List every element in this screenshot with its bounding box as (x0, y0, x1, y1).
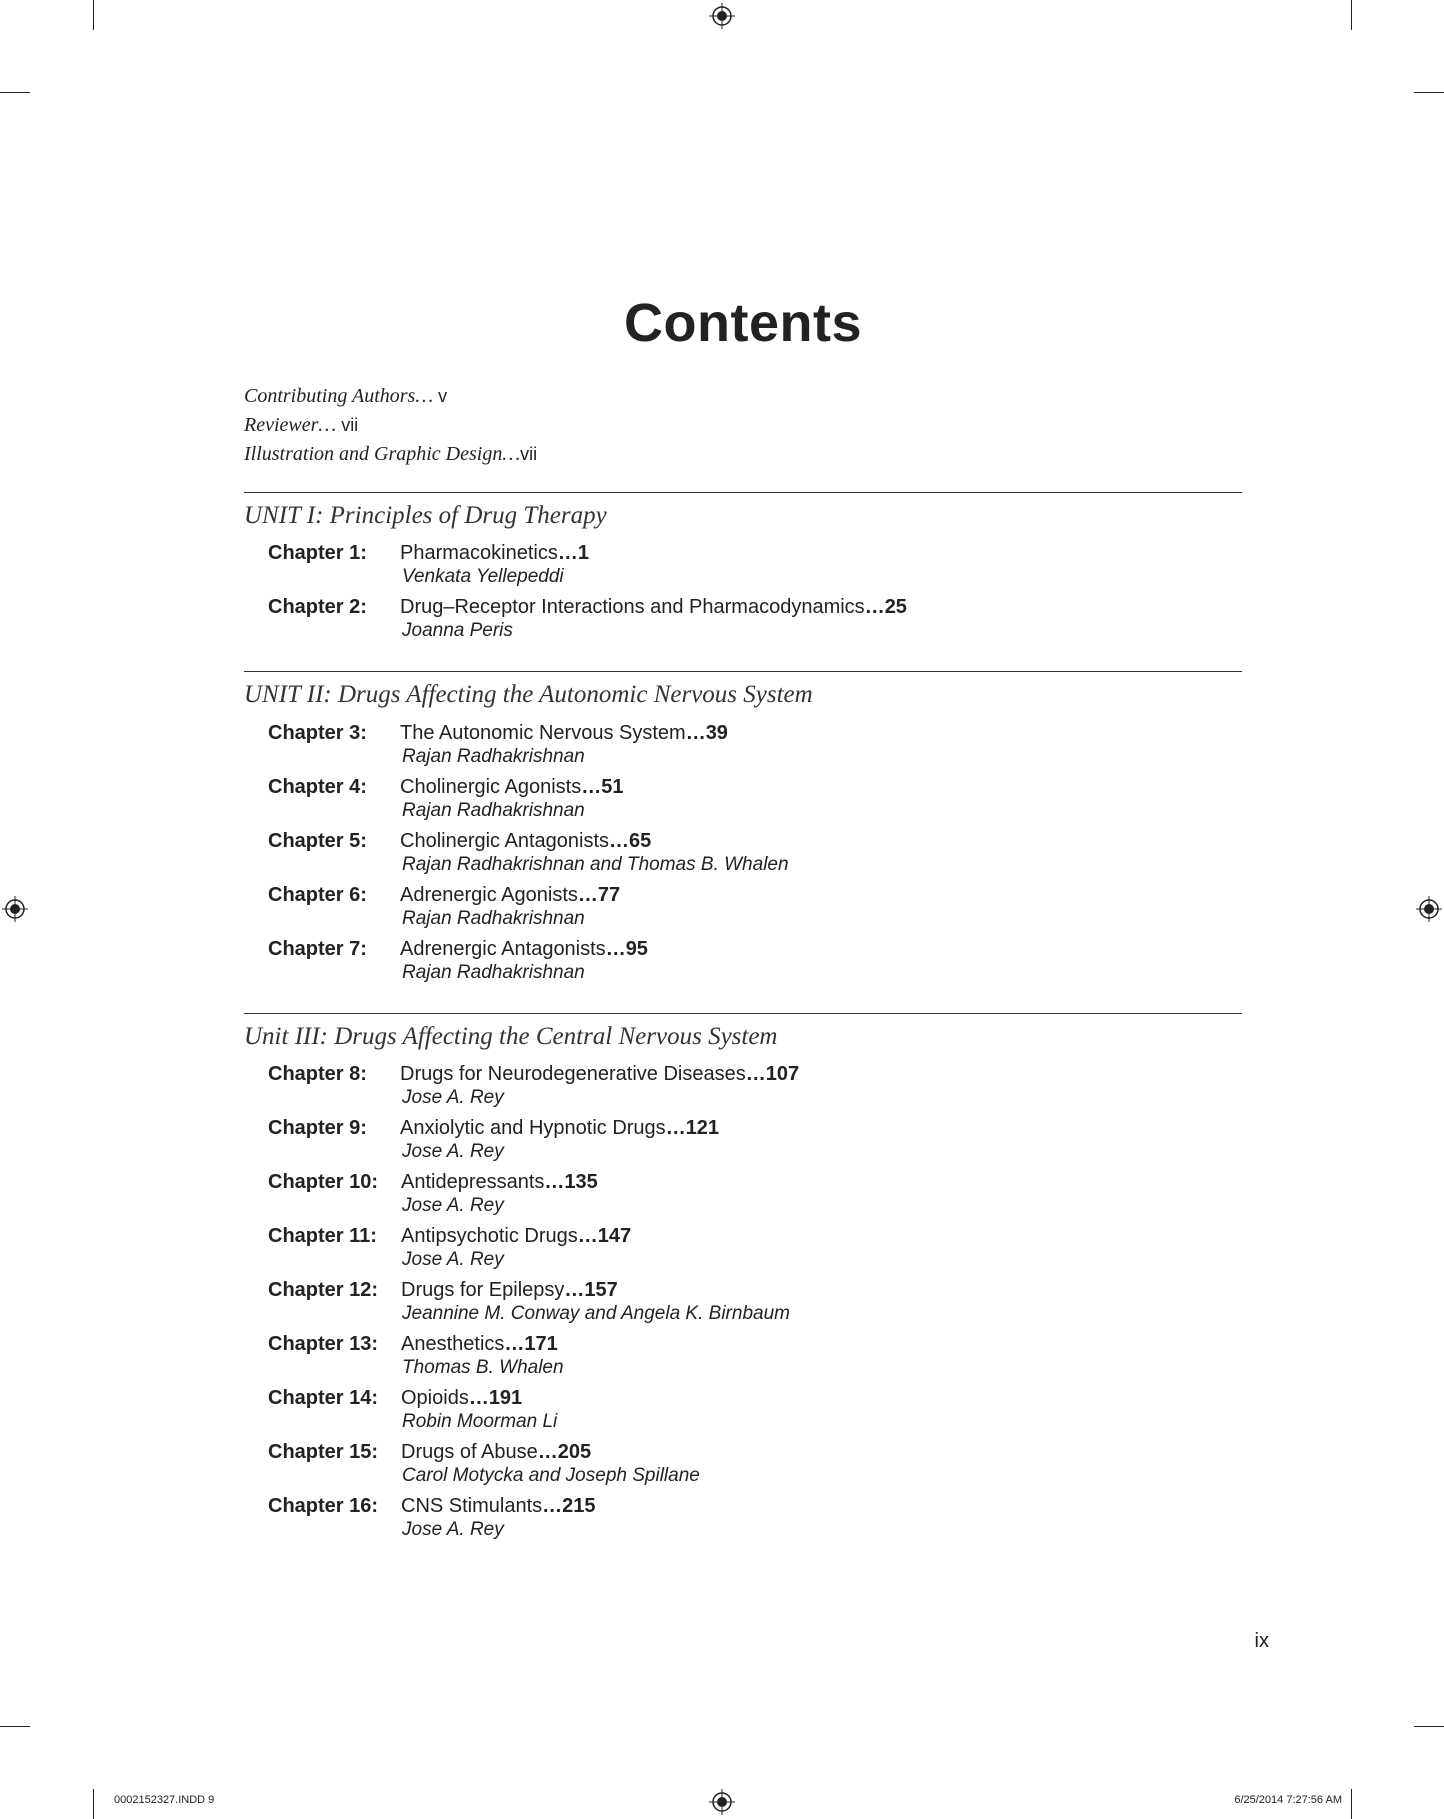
chapter-number: Chapter 9: (268, 1117, 367, 1139)
chapter-entry[interactable] (268, 1493, 1168, 1547)
chapter-title (400, 1061, 799, 1087)
chapter-page: …51 (581, 776, 624, 798)
front-matter-item[interactable] (244, 440, 537, 469)
chapter-title (400, 540, 589, 566)
chapter-page: …107 (745, 1063, 800, 1085)
registration-mark-icon (709, 1789, 735, 1815)
chapter-author: Carol Motycka and Joseph Spillane (402, 1465, 700, 1486)
chapter-title-text: Drugs of Abuse (401, 1441, 538, 1463)
chapter-title-text: Adrenergic Antagonists (400, 938, 606, 960)
unit-title: UNIT I: Principles of Drug Therapy (244, 502, 607, 529)
chapter-title-text: Antidepressants (401, 1171, 545, 1193)
crop-mark (1351, 1789, 1352, 1819)
chapter-title-text: Cholinergic Antagonists (400, 830, 610, 852)
chapter-title-text: The Autonomic Nervous System (400, 722, 686, 744)
chapter-page: …77 (577, 884, 621, 906)
crop-mark (1351, 0, 1352, 30)
chapter-title (400, 828, 651, 854)
chapter-author: Robin Moorman Li (402, 1411, 558, 1432)
chapter-page: …25 (864, 596, 907, 618)
chapter-author: Rajan Radhakrishnan (402, 800, 585, 821)
section-divider (244, 671, 1242, 672)
chapter-title (401, 1277, 618, 1303)
chapter-entry[interactable] (268, 936, 1168, 990)
chapter-title (401, 1169, 598, 1195)
chapter-title-text: Anesthetics (401, 1333, 505, 1355)
chapter-entry[interactable] (268, 1115, 1168, 1169)
chapter-page: …65 (609, 830, 652, 852)
crop-mark (0, 1726, 30, 1727)
slug-filename: 0002152327.INDD 9 (114, 1794, 215, 1806)
chapter-title-text: Opioids (401, 1387, 469, 1409)
chapter-title-text: Adrenergic Agonists (400, 884, 578, 906)
unit-title: Unit III: Drugs Affecting the Central Nervous System (244, 1023, 778, 1050)
page-title: Contents (624, 293, 862, 353)
chapter-number: Chapter 10: (268, 1171, 379, 1193)
crop-mark (0, 92, 30, 93)
chapter-number: Chapter 7: (268, 938, 367, 960)
chapter-page: …215 (542, 1495, 596, 1517)
chapter-title-text: Drug–Receptor Interactions and Pharmacodynamics (400, 596, 865, 618)
chapter-number: Chapter 15: (268, 1441, 379, 1463)
chapter-title (401, 1223, 631, 1249)
chapter-entry[interactable] (268, 1061, 1168, 1115)
chapter-number: Chapter 8: (268, 1063, 367, 1085)
chapter-author: Jose A. Rey (402, 1195, 504, 1216)
crop-mark (93, 0, 94, 30)
chapter-entry[interactable] (268, 1385, 1168, 1439)
chapter-number: Chapter 16: (268, 1495, 379, 1517)
chapter-number: Chapter 5: (268, 830, 367, 852)
chapter-title (400, 1115, 719, 1141)
registration-mark-icon (709, 3, 735, 29)
chapter-title (400, 936, 648, 962)
page-number: ix (1254, 1630, 1269, 1652)
chapter-entry[interactable] (268, 828, 1168, 882)
chapter-title (401, 1439, 591, 1465)
chapter-list (268, 540, 1168, 648)
section-divider (244, 492, 1242, 493)
chapter-page: …135 (544, 1171, 598, 1193)
front-matter-item[interactable] (244, 382, 537, 411)
chapter-number: Chapter 11: (268, 1225, 377, 1247)
chapter-author: Jeannine M. Conway and Angela K. Birnbaum (402, 1303, 790, 1324)
chapter-page: …1 (557, 542, 589, 564)
chapter-page: …157 (564, 1279, 618, 1301)
crop-mark (1414, 1726, 1444, 1727)
unit-title: UNIT II: Drugs Affecting the Autonomic Nervous System (244, 681, 813, 708)
chapter-entry[interactable] (268, 1331, 1168, 1385)
section-divider (244, 1013, 1242, 1014)
chapter-page: …171 (504, 1333, 558, 1355)
chapter-author: Rajan Radhakrishnan (402, 746, 585, 767)
chapter-title-text: CNS Stimulants (401, 1495, 543, 1517)
chapter-entry[interactable] (268, 1223, 1168, 1277)
chapter-title-text: Drugs for Epilepsy (401, 1279, 565, 1301)
chapter-number: Chapter 3: (268, 722, 367, 744)
chapter-page: …147 (577, 1225, 632, 1247)
chapter-entry[interactable] (268, 594, 1168, 648)
chapter-title (400, 720, 728, 746)
chapter-author: Jose A. Rey (402, 1141, 504, 1162)
chapter-author: Jose A. Rey (402, 1087, 504, 1108)
front-matter-label: Reviewer… (244, 414, 337, 436)
crop-mark (93, 1789, 94, 1819)
chapter-number: Chapter 1: (268, 542, 367, 564)
chapter-author: Rajan Radhakrishnan and Thomas B. Whalen (402, 854, 789, 875)
chapter-number: Chapter 2: (268, 596, 367, 618)
chapter-page: …191 (468, 1387, 523, 1409)
chapter-author: Rajan Radhakrishnan (402, 962, 585, 983)
chapter-number: Chapter 6: (268, 884, 367, 906)
chapter-number: Chapter 14: (268, 1387, 379, 1409)
chapter-author: Venkata Yellepeddi (402, 566, 564, 587)
chapter-title (401, 1385, 522, 1411)
chapter-title-text: Cholinergic Agonists (400, 776, 582, 798)
chapter-author: Thomas B. Whalen (402, 1357, 564, 1378)
front-matter-page: vii (520, 444, 538, 464)
registration-mark-icon (2, 896, 28, 922)
chapter-entry[interactable] (268, 1439, 1168, 1493)
chapter-title-text: Anxiolytic and Hypnotic Drugs (400, 1117, 666, 1139)
front-matter-list (244, 382, 537, 469)
chapter-page: …121 (665, 1117, 720, 1139)
chapter-page: …95 (605, 938, 648, 960)
front-matter-item[interactable] (244, 411, 537, 440)
slug-datetime: 6/25/2014 7:27:56 AM (1234, 1794, 1342, 1806)
chapter-entry[interactable] (268, 882, 1168, 936)
chapter-title-text: Antipsychotic Drugs (401, 1225, 578, 1247)
chapter-number: Chapter 12: (268, 1279, 379, 1301)
chapter-entry[interactable] (268, 774, 1168, 828)
chapter-title-text: Drugs for Neurodegenerative Diseases (400, 1063, 746, 1085)
front-matter-label: Illustration and Graphic Design… (244, 443, 521, 465)
chapter-title (400, 594, 907, 620)
chapter-author: Rajan Radhakrishnan (402, 908, 585, 929)
chapter-title (400, 882, 620, 908)
front-matter-label: Contributing Authors… (244, 385, 434, 407)
chapter-number: Chapter 4: (268, 776, 367, 798)
chapter-author: Jose A. Rey (402, 1519, 504, 1540)
chapter-entry[interactable] (268, 1277, 1168, 1331)
chapter-number: Chapter 13: (268, 1333, 379, 1355)
chapter-entry[interactable] (268, 720, 1168, 774)
chapter-list (268, 1061, 1168, 1547)
chapter-page: …39 (685, 722, 728, 744)
chapter-author: Joanna Peris (402, 620, 513, 641)
chapter-title (401, 1331, 558, 1357)
front-matter-page: v (438, 386, 448, 406)
chapter-entry[interactable] (268, 540, 1168, 594)
chapter-title-text: Pharmacokinetics (400, 542, 558, 564)
chapter-entry[interactable] (268, 1169, 1168, 1223)
chapter-title (401, 1493, 596, 1519)
crop-mark (1414, 92, 1444, 93)
chapter-title (400, 774, 623, 800)
chapter-author: Jose A. Rey (402, 1249, 504, 1270)
chapter-list (268, 720, 1168, 990)
chapter-page: …205 (537, 1441, 592, 1463)
registration-mark-icon (1416, 896, 1442, 922)
front-matter-page: vii (341, 415, 359, 435)
